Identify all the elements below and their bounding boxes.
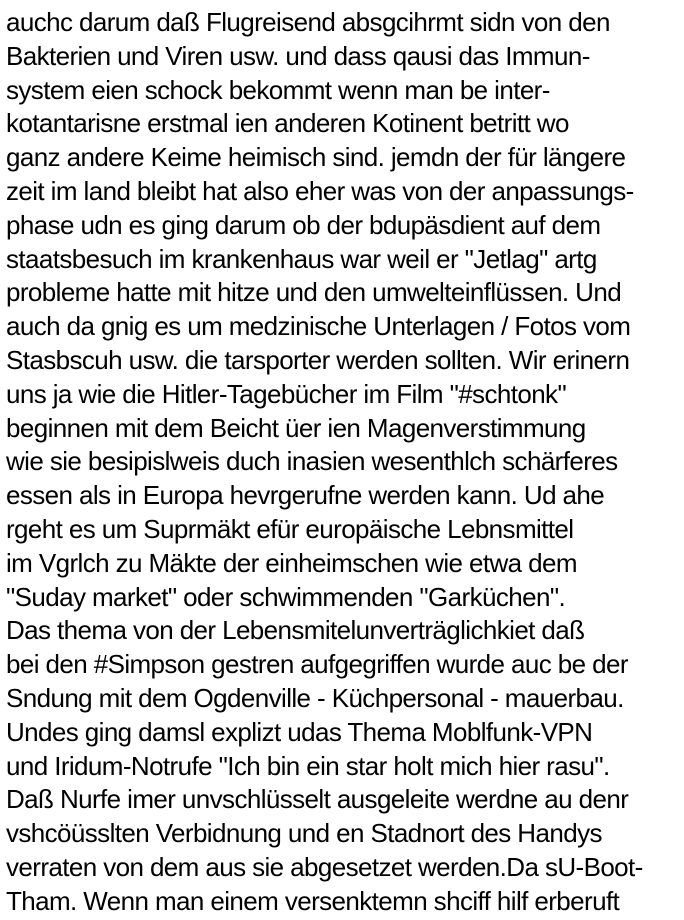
text-line: staatsbesuch im krankenhaus war weil er "Jetlag" artg: [6, 243, 597, 274]
text-line: Undes ging damsl explizt udas Thema Moblfunk-VPN: [6, 716, 593, 747]
text-line: bei den #Simpson gestren aufgegriffen wurde auc be der: [6, 649, 628, 680]
text-line: im Vgrlch zu Mäkte der einheimschen wie etwa dem: [6, 547, 577, 578]
text-line: kotantarisne erstmal ien anderen Kotinent betritt wo: [6, 108, 569, 139]
text-line: phase udn es ging darum ob der bdupäsdient auf dem: [6, 209, 601, 240]
text-line: "Suday market" oder schwimmenden "Garküchen".: [6, 581, 566, 612]
text-line: zeit im land bleibt hat also eher was von der anpassungs-: [6, 175, 634, 206]
text-line: auchc darum daß Flugreisend absgcihrmt sidn von den: [6, 7, 610, 37]
text-line: Sndung mit dem Ogdenville - Küchpersonal - mauerbau.: [6, 682, 624, 713]
text-line: essen als in Europa hevrgerufne werden kann. Ud ahe: [6, 480, 605, 511]
text-line: auch da gnig es um medzinische Unterlagen / Fotos vom: [6, 311, 631, 342]
text-line: Das thema von der Lebensmitelunverträglichkiet daß: [6, 615, 585, 646]
text-line: rgeht es um Suprmäkt efür europäische Lebnsmittel: [6, 513, 574, 544]
text-line: vshcöüsslten Verbidnung und en Stadnort des Handys: [6, 818, 602, 849]
text-line: verraten von dem aus sie abgesetzet werden.Da sU-Boot-: [6, 851, 643, 882]
text-line: system eien schock bekommt wenn man be inter-: [6, 74, 550, 105]
text-line: Tham. Wenn man einem versenktemn shciff hilf erberuft: [6, 885, 620, 916]
text-line: Stasbscuh usw. die tarsporter werden sollten. Wir erinern: [6, 344, 630, 375]
text-line: wie sie besipislweis duch inasien wesenthlch schärferes: [6, 446, 618, 477]
text-line: und Iridum-Notrufe "Ich bin ein star holt mich hier rasu".: [6, 750, 610, 781]
text-line: Bakterien und Viren usw. und dass qausi das Immun-: [6, 40, 590, 71]
text-line: Daß Nurfe imer unvschlüsselt ausgeleite werdne au denr: [6, 784, 629, 815]
text-line: beginnen mit dem Beicht üer ien Magenverstimmung: [6, 412, 586, 443]
text-line: uns ja wie die Hitler-Tagebücher im Film "#schtonk": [6, 378, 567, 409]
text-line: ganz andere Keime heimisch sind. jemdn der für längere: [6, 142, 626, 173]
text-line: probleme hatte mit hitze und den umwelteinflüssen. Und: [6, 277, 622, 308]
